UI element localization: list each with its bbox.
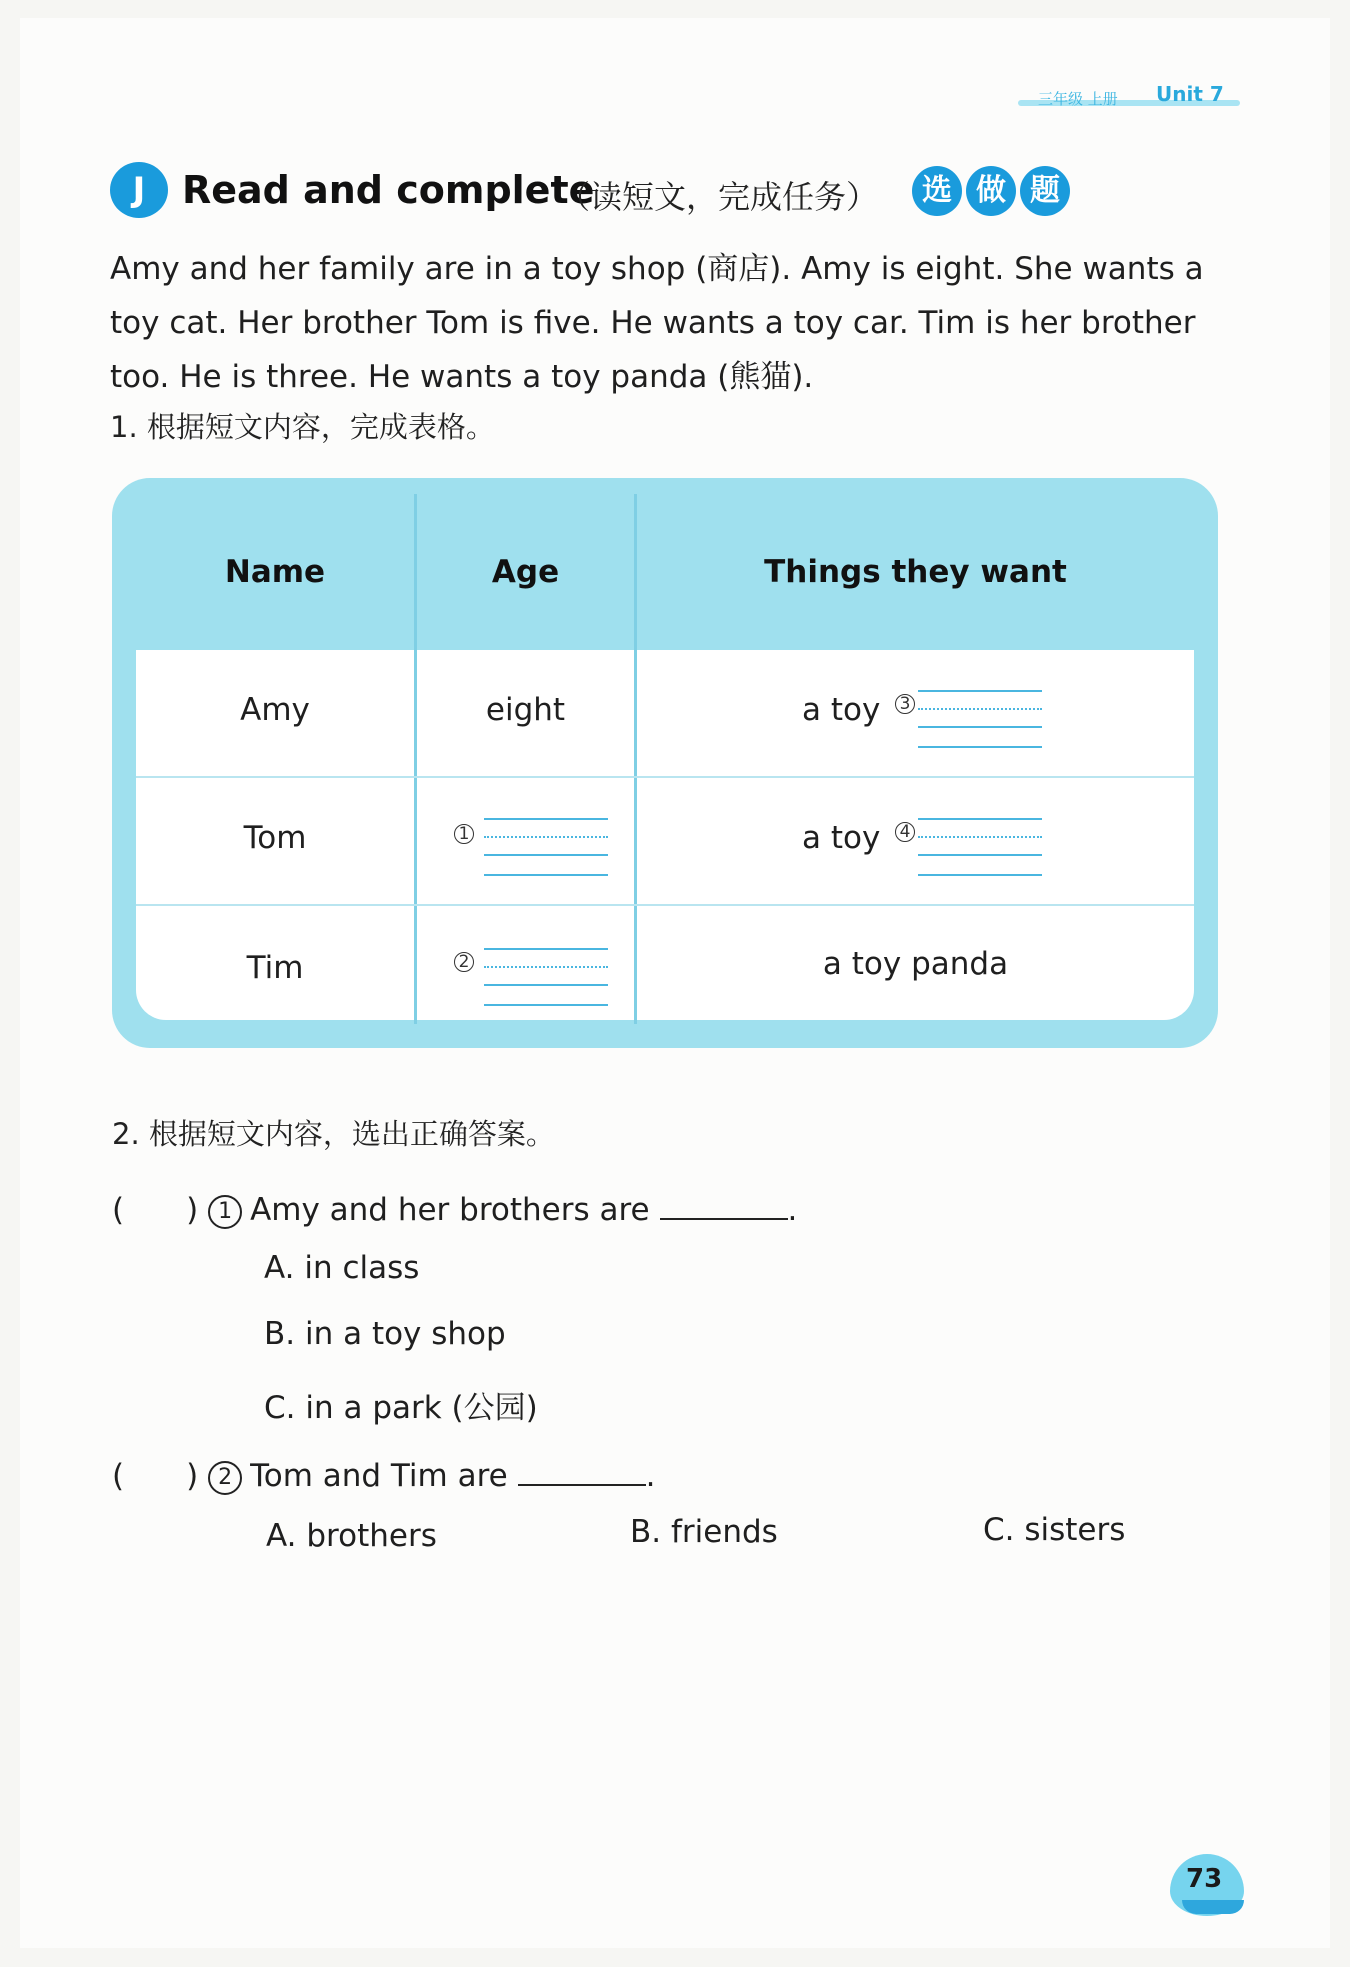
option[interactable]: B. friends [630, 1514, 778, 1550]
option[interactable]: C. in a park (公园) [264, 1390, 538, 1426]
passage-line: Amy and her family are in a toy shop (商店). Amy is eight. She wants a [110, 251, 1204, 287]
question-text: Tom and Tim are [250, 1458, 508, 1494]
unit-label: Unit 7 [1156, 82, 1224, 106]
section-badge: J [110, 162, 168, 218]
section-heading [110, 162, 1110, 222]
answer-paren[interactable]: ( ) [112, 1192, 199, 1228]
cell-thing: a toy [802, 820, 881, 856]
answer-paren[interactable]: ( ) [112, 1458, 199, 1494]
blank-number-2: 2 [454, 952, 474, 972]
blank-number-4: 4 [895, 822, 915, 842]
header-things: Things they want [764, 554, 1067, 590]
option[interactable]: C. sisters [983, 1512, 1126, 1548]
header-name: Name [224, 554, 326, 590]
question-number: 1 [208, 1195, 242, 1229]
question-1: ( ) 1 Amy and her brothers are . [112, 1192, 798, 1228]
optional-tag: 题 [1020, 166, 1070, 216]
optional-tag: 做 [966, 166, 1016, 216]
fill-blank[interactable] [660, 1194, 788, 1220]
answer-blank[interactable] [484, 948, 608, 1006]
page-number-badge [1168, 1852, 1248, 1922]
grade-label: 三年级 上册 [1038, 90, 1118, 108]
answer-blank[interactable] [484, 818, 608, 876]
page-number: 73 [1186, 1864, 1223, 1894]
task2-prompt: 2. 根据短文内容，选出正确答案。 [112, 1117, 555, 1151]
task1-prompt: 1. 根据短文内容，完成表格。 [110, 410, 495, 444]
row-divider [136, 904, 1194, 906]
passage-line: toy cat. Her brother Tom is five. He wants a toy car. Tim is her brother [110, 305, 1196, 341]
option[interactable]: A. in class [264, 1250, 420, 1286]
answer-table [112, 478, 1218, 1048]
header-age: Age [491, 554, 560, 590]
cell-name: Tim [246, 950, 304, 986]
optional-tag: 选 [912, 166, 962, 216]
fill-blank[interactable] [518, 1460, 646, 1486]
optional-tags [912, 166, 1070, 216]
section-title-cn: （读短文，完成任务） [558, 178, 879, 216]
question-number: 2 [208, 1461, 242, 1495]
option[interactable]: B. in a toy shop [264, 1316, 506, 1352]
row-divider [136, 776, 1194, 778]
passage-line: too. He is three. He wants a toy panda (熊猫). [110, 359, 814, 395]
question-text: Amy and her brothers are [250, 1192, 650, 1228]
reading-passage [110, 242, 1220, 404]
cell-thing: a toy panda [822, 946, 1009, 982]
option[interactable]: A. brothers [266, 1518, 437, 1554]
blank-number-3: 3 [895, 694, 915, 714]
section-title: Read and complete [182, 168, 595, 212]
cell-age: eight [485, 692, 566, 728]
cell-name: Tom [243, 820, 307, 856]
page-header [1010, 82, 1240, 112]
answer-blank[interactable] [918, 690, 1042, 748]
blank-number-1: 1 [454, 824, 474, 844]
cell-name: Amy [240, 692, 310, 728]
answer-blank[interactable] [918, 818, 1042, 876]
leaf-base [1182, 1900, 1244, 1914]
cell-thing: a toy [802, 692, 881, 728]
question-2: ( ) 2 Tom and Tim are . [112, 1458, 656, 1494]
